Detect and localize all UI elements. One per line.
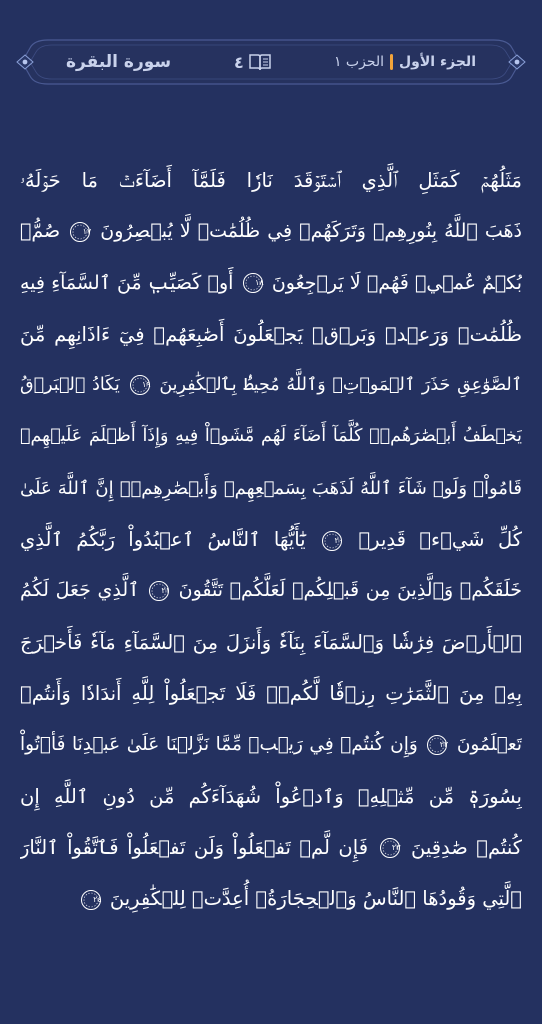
verse-text: يَخۡطَفُ أَبۡصَٰرَهُمۡۖ كُلَّمَآ أَضَآءَ لَهُم مَّشَوۡاْ فِيهِ وَإِذَآ أَظۡلَمَ عَلَيۡهِمۡ xyxy=(20,426,522,447)
verse-line[interactable] xyxy=(20,155,522,206)
verse-line[interactable] xyxy=(20,873,522,924)
verse-line[interactable] xyxy=(20,617,522,668)
verse-text: بُكۡمٌ عُمۡيٞ فَهُمۡ لَا يَرۡجِعُونَ xyxy=(271,271,522,294)
verse-text: مَثَلُهُمۡ كَمَثَلِ ٱلَّذِي ٱسۡتَوۡقَدَ نَارٗا فَلَمَّآ أَضَآءَتۡ مَا حَوۡلَهُۥ xyxy=(20,169,522,192)
hizb-label: الحزب ١ xyxy=(333,54,385,70)
ayah-number: ٢٠ xyxy=(334,535,344,545)
verse-line[interactable] xyxy=(20,206,522,257)
verse-text: تَعۡلَمُونَ xyxy=(456,734,522,756)
surah-name[interactable]: سورة البقرة xyxy=(66,52,172,72)
verse-text: قَامُواْۚ وَلَوۡ شَآءَ ٱللَّهُ لَذَهَبَ بِسَمۡعِهِمۡ وَأَبۡصَٰرِهِمۡۚ إِنَّ ٱللَّهَ عَلَىٰ xyxy=(20,477,522,499)
quran-page-text[interactable] xyxy=(20,155,522,924)
verse-line[interactable] xyxy=(20,411,522,462)
diamond-ornament-icon xyxy=(16,54,34,70)
juz-label: الجزء الأول xyxy=(399,54,476,70)
ayah-number-marker[interactable] xyxy=(80,889,102,911)
ayah-number-marker[interactable] xyxy=(379,837,401,859)
diamond-ornament-icon xyxy=(508,54,526,70)
page-indicator[interactable] xyxy=(234,50,272,74)
verse-line[interactable] xyxy=(20,771,522,822)
verse-text: أَوۡ كَصَيِّبٖ مِّنَ ٱلسَّمَآءِ فِيهِ xyxy=(20,271,234,294)
verse-line[interactable] xyxy=(20,514,522,565)
ayah-number: ٢٤ xyxy=(93,894,102,904)
ayah-number-marker[interactable] xyxy=(129,374,151,396)
verse-text: كُلِّ شَيۡءٖ قَدِيرٞ xyxy=(358,528,522,552)
book-open-icon xyxy=(248,52,272,72)
ayah-number-marker[interactable] xyxy=(321,530,343,552)
verse-text: فَإِن لَّمۡ تَفۡعَلُواْ وَلَن تَفۡعَلُواْ فَٱتَّقُواْ ٱلنَّارَ xyxy=(20,835,369,859)
verse-line[interactable] xyxy=(20,565,522,616)
ayah-number-marker[interactable] xyxy=(242,272,264,294)
verse-text: ٱلَّذِي جَعَلَ لَكُمُ xyxy=(20,579,140,602)
verse-line[interactable] xyxy=(20,668,522,719)
ayah-number: ١٨ xyxy=(255,278,264,288)
verse-text: ٱلَّتِي وَقُودُهَا ٱلنَّاسُ وَٱلۡحِجَارَةُۖ أُعِدَّتۡ لِلۡكَٰفِرِينَ xyxy=(109,887,522,911)
ayah-number: ٢٢ xyxy=(439,740,449,750)
verse-line[interactable] xyxy=(20,822,522,873)
verse-line[interactable] xyxy=(20,258,522,309)
verse-text: وَإِن كُنتُمۡ فِي رَيۡبٖ مِّمَّا نَزَّلۡنَا عَلَىٰ عَبۡدِنَا فَأۡتُواْ xyxy=(20,734,418,756)
verse-text: صُمُّۢ xyxy=(20,220,61,243)
header-separator xyxy=(390,54,393,70)
verse-line[interactable] xyxy=(20,309,522,360)
verse-text: ذَهَبَ ٱللَّهُ بِنُورِهِمۡ وَتَرَكَهُمۡ فِي ظُلُمَٰتٖ لَّا يُبۡصِرُونَ xyxy=(100,220,522,243)
verse-text: يَٰٓأَيُّهَا ٱلنَّاسُ ٱعۡبُدُواْ رَبَّكُمُ ٱلَّذِي xyxy=(20,528,306,552)
ayah-number: ١٩ xyxy=(141,380,151,390)
verse-text: ٱلۡأَرۡضَ فِرَٰشٗا وَٱلسَّمَآءَ بِنَآءٗ وَأَنزَلَ مِنَ ٱلسَّمَآءِ مَآءٗ فَأَخۡرَجَ xyxy=(20,630,522,654)
juz-hizb-info[interactable] xyxy=(334,36,476,88)
verse-text: ٱلصَّوَٰعِقِ حَذَرَ ٱلۡمَوۡتِۚ وَٱللَّهُ مُحِيطُۢ بِٱلۡكَٰفِرِينَ xyxy=(159,375,522,396)
ayah-number-marker[interactable] xyxy=(426,734,448,756)
ayah-number: ٢٣ xyxy=(391,843,401,853)
ayah-number: ١٧ xyxy=(82,226,92,236)
ayah-number: ٢١ xyxy=(161,585,170,595)
page-header xyxy=(18,36,524,88)
page-number: ٤ xyxy=(234,52,244,72)
verse-text: بِسُورَةٖ مِّن مِّثۡلِهِۦ وَٱدۡعُواْ شُهَدَآءَكُم مِّن دُونِ ٱللَّهِ إِن xyxy=(20,784,522,808)
verse-text: بِهِۦ مِنَ ٱلثَّمَرَٰتِ رِزۡقٗا لَّكُمۡۖ فَلَا تَجۡعَلُواْ لِلَّهِ أَندَادٗا وَأَنتُمۡ xyxy=(20,681,522,705)
verse-line[interactable] xyxy=(20,360,522,411)
verse-line[interactable] xyxy=(20,463,522,514)
verse-text: خَلَقَكُمۡ وَٱلَّذِينَ مِن قَبۡلِكُمۡ لَعَلَّكُمۡ تَتَّقُونَ xyxy=(178,579,522,602)
ayah-number-marker[interactable] xyxy=(148,580,170,602)
ayah-number-marker[interactable] xyxy=(69,221,91,243)
verse-text: يَكَادُ ٱلۡبَرۡقُ xyxy=(20,375,120,396)
verse-text: ظُلُمَٰتٞ وَرَعۡدٞ وَبَرۡقٞ يَجۡعَلُونَ أَصَٰبِعَهُمۡ فِيٓ ءَاذَانِهِم مِّنَ xyxy=(20,322,522,346)
verse-text: كُنتُمۡ صَٰدِقِينَ xyxy=(410,835,522,859)
verse-line[interactable] xyxy=(20,719,522,770)
